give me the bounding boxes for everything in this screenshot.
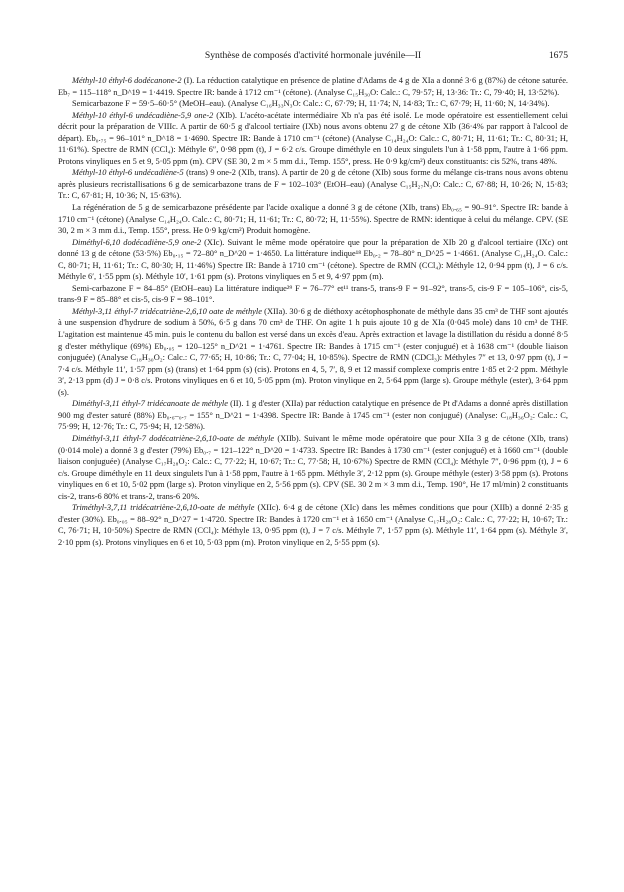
paragraph-methyl10-ethyl6-undecadiene <box>58 110 568 168</box>
paragraph-dimethyl311-ethyl7-dodecatriene <box>58 433 568 502</box>
paragraph-methyl311-ethyl7-tridecatriene <box>58 306 568 398</box>
running-title: Synthèse de composés d'activité hormonale juvénile—II <box>204 50 422 61</box>
paragraph-text: (XIIa). 30·6 g de diéthoxy acétophosphonate de méthyle dans 35 cm³ de THF sont ajoutés à une suspension d'hydrure de sodium à 50%, 6·5 g dans 70 cm³ de THF. On agite 1 h puis ajoute 10 g de XIa (0·045 mole) dans 10 cm³ de THF. L'agitation est maintenue 45 min. puis le contenu du ballon est versé dans un excès d'eau. Après extraction et lavage la distillation du résidu a donné 8·5 g d'ester méthylique (69%) Eb₀.₀₅ = 120–125° n_D^21 = 1·4761. Spectre IR: Bandes à 1715 cm⁻¹ (ester conjugué) et à 1638 cm⁻¹ (double liaison conjuguée) (Analyse C₁₈H₃₀O₂: Calc.: C, 77·65; H, 10·86; Tr.: C, 77·04; H, 10·85%). Spectre de RMN (CDCl₃): Méthyles 7″ et 13, 0·97 ppm (t), J = 7·4 c/s. Méthyle 11′, 1·57 ppm (s) (trans) et 1·64 ppm (s) (cis). Protons en 4, 5, 7′, 8, 9 et 12 massif complexe compris entre 1·85 et 2·2 ppm. Méthyle 3′, 2·13 ppm (d) J = 0·8 c/s. Protons vinyliques en 6 et 10, 5·05 ppm (m). Proton vinylique en 2, 5·64 ppm (large s). Groupe méthyle (ester), 3·64 ppm (s). <box>58 306 568 397</box>
paragraph-trimethyl3711-tridecatriene <box>58 502 568 548</box>
journal-page <box>58 50 568 548</box>
paragraph-text: (trans) 9 one-2 (XIb, trans). A partir de 20 g de cétone (XIb) sous forme du mélange cis-trans nous avons obtenu après plusieurs recristallisations 6 g de semicarbazone trans de F = 102–103° (EtOH–eau) (Analyse C₁₅H₂₇N₃O: Calc.: C, 67·88; H, 10·26; N, 15·83; Tr.: C, 67·81; H, 10·36; N, 15·63%). <box>58 168 568 201</box>
paragraph-text: (I). La réduction catalytique en présence de platine d'Adams de 4 g de XIa a donné 3·6 g (87%) de cétone saturée. Eb₇ = 115–118° n_D^19 = 1·4419. Spectre IR: bande à 1712 cm⁻¹ (cétone). (Analyse C₁₅H₃₀O: Calc.: C, 79·57; H, 13·36: Tr.: C, 79·40; H, 13·52%). <box>58 76 569 97</box>
paragraph-semicarbazone-1 <box>58 98 568 110</box>
paragraph-text: La régénération de 5 g de semicarbazone présédente par l'acide oxalique a donné 3 g de cétone (XIb, trans) Eb₀.₆₅ = 90–91°. Spectre IR: bande à 1710 cm⁻¹ (cétone) (Analyse C₁₄H₂₄O. Calc.: C, 80·71; H, 11·61; Tr.: C, 80·72; H, 11·55%). Spectre de RMN: identique à celui du mélange. CPV. (SE 30, 2 m × 3 mm d.i., Temp. 155°, press. He 0·9 kg/cm²) Produit homogène. <box>58 203 568 236</box>
running-head <box>58 50 568 66</box>
paragraph-text: Semicarbazone F = 59·5–60·5° (MeOH–eau). (Analyse C₁₆H₃₃N₃O: Calc.: C, 67·79; H, 11·74; N, 14·83; Tr.: C, 67·79; H, 11·60; N, 14·34%). <box>72 99 550 109</box>
paragraph-text: (XIIc). 6·4 g de cétone (XIc) dans les mêmes conditions que pour (XIIb) a donné 2·35 g d'ester (30%). Eb₀.₀₅ = 88–92° n_D^27 = 1·4720. Spectre IR: Bandes à 1720 cm⁻¹ et à 1650 cm⁻¹ (Analyse C₁₇H₂₈O₂: Calc.: C, 77·22; H, 10·67; Tr.: C, 76·71; H, 10·50%) Spectre de RMN (CCl₄): Méthyle 13, 0·95 ppm (t), J = 7 c/s. Méthyle 7′, 1·57 ppm (s). Méthyle 11′, 1·64 ppm (s). Méthyle 3′, 2·10 ppm (s). Protons vinyliques en 6 et 10, 5·03 ppm (m). Proton vinylique en 2, 5·55 ppm (s). <box>58 503 568 547</box>
paragraph-semicarbazone-2 <box>58 283 568 306</box>
compound-name: Méthyl-10 éthyl-6 dodécanone-2 <box>72 76 182 85</box>
paragraph-dimethyl311-ethyl7-tridecanoate <box>58 398 568 433</box>
paragraph-methyl10-ethyl6-undecadiene-trans <box>58 167 568 202</box>
paragraph-regeneration <box>58 202 568 237</box>
compound-name: Diméthyl-6,10 dodécadiène-5,9 one-2 <box>72 237 202 247</box>
compound-name: Méthyl-10 éthyl-6 undécadiène-5,9 one-2 <box>72 110 214 120</box>
compound-name: Méthyl-10 éthyl-6 undécadiène-5 <box>72 168 184 178</box>
paragraph-text: (XIb). L'acéto-acétate intermédiaire Xb n'a pas été isolé. Le mode opératoire est essentiellement celui décrit pour la préparation de VIIIc. A partir de 60·5 g d'alcool tertiaire (IXb) nous avons obtenu 27 g de cétone XIb (36·4% par rapport à l'alcool de départ). Eb₀.₇₅ = 96–101° n_D^18 = 1·4690. Spectre IR: Bande à 1710 cm⁻¹ (cétone) (Analyse C₁₄H₂₄O: Calc.: C, 80·71; H, 11·61; Tr.: C, 80·31; H, 11·61%). Spectre de RMN (CCl₄): Méthyle 6″, 0·98 ppm (t), J = 6·2 c/s. Groupe diméthyle en 10 deux singulets l'un à 1·58 ppm, l'autre à 1·66 ppm. Protons vinyliques en 5 et 9, 5·05 ppm (m). CPV (SE 30, 2 m × 5 mm d.i., Temp. 155°, press. He 0·9 kg/cm²) deux constituants: cis 52%, trans 48%. <box>58 110 568 166</box>
compound-name: Méthyl-3,11 éthyl-7 tridécatriène-2,6,10 oate de méthyle <box>72 306 262 316</box>
paragraph-text: Semi-carbazone F = 84–85° (EtOH–eau) La littérature indique²⁹ F = 76–77° et¹¹ trans-5, trans-9 F = 91–92°, trans-5, cis-9 F = 105–106°, cis-5, trans-9 F = 85–88° et cis-5, cis-9 F = 98–101°. <box>58 283 568 305</box>
paragraph-text: (XIc). Suivant le même mode opératoire que pour la préparation de XIb 20 g d'alcool tertiaire (IXc) ont donné 13 g de cétone (53·5%) Eb₀.₁₅ = 72–80° n_D^20 = 1·4650. La littérature indique¹⁸ Eb₀.₂ = 78–80° n_D^25 = 1·4661. (Analyse C₁₄H₂₄O. Calc.: C, 80·71; H, 11·61; Tr.: C, 80·30; H, 11·46%) Spectre IR: Bande à 1710 cm⁻¹ (cétone). Spectre de RMN (CCl₄): Méthyle 12, 0·94 ppm (t), J = 6 c/s. Méthyle 6′, 1·55 ppm (s). Méthyle 10′, 1·61 ppm (s). Protons vinyliques en 5 et 9, 4·97 ppm (m). <box>58 237 568 282</box>
paragraph-dimethyl610-dodecadiene <box>58 237 568 283</box>
compound-name: Diméthyl-3,11 éthyl-7 tridécanoate de méthyle <box>72 399 228 409</box>
compound-name: Diméthyl-3,11 éthyl-7 dodécatriène-2,6,10-oate de méthyle <box>72 433 275 443</box>
compound-name: Triméthyl-3,7,11 tridécatriène-2,6,10-oate de méthyle <box>72 503 255 513</box>
page-number: 1675 <box>548 50 568 61</box>
paragraph-text: (II). 1 g d'ester (XIIa) par réduction catalytique en présence de Pt d'Adams a donné après distillation 900 mg d'ester saturé (88%) Eb₀.₆–₀.₇ = 155° n_D^21 = 1·4398. Spectre IR: Bande à 1745 cm⁻¹ (ester non conjugué) (Analyse: C₁₈H₃₆O₂: Calc.: C, 75·99; H, 12·76; Tr.: C, 75·94; H, 12·58%). <box>58 399 568 432</box>
paragraph-methyl10-ethyl6-dodecanone2 <box>58 75 568 98</box>
paragraph-text: (XIIb). Suivant le même mode opératoire que pour XIIa 3 g de cétone (XIb, trans) (0·014 mole) a donné 3 g d'ester (79%) Eb₀.₇ = 121–122° n_D^20 = 1·4733. Spectre IR: Bandes à 1730 cm⁻¹ (ester conjugué) et à 1660 cm⁻¹ (double liaison conjuguée) (Analyse C₁₇H₂₈O₂: Calc.: C, 77·22; H, 10·67; Tr.: C, 77·58; H, 10·67%) Spectre de RMN (CCl₄): Méthyle 7″, 0·96 ppm (t), J = 6 c/s. Groupe diméthyle en 11 deux singulets l'un à 1·58 ppm, l'autre à 1·65 ppm. Méthyle 3′, 2·12 ppm (s). Groupe méthyle (ester) 3·58 ppm (s). Protons vinyliques en 6 et 10, 5·02 ppm (large s). Proton vinylique en 2, 5·56 ppm (s). CPV (SE. 30 2 m × 3 mm d.i., Temp. 190°, He 17 ml/min) 2 constituants cis-2, trans-6 80% et trans-2, trans-6 20%. <box>58 433 568 501</box>
